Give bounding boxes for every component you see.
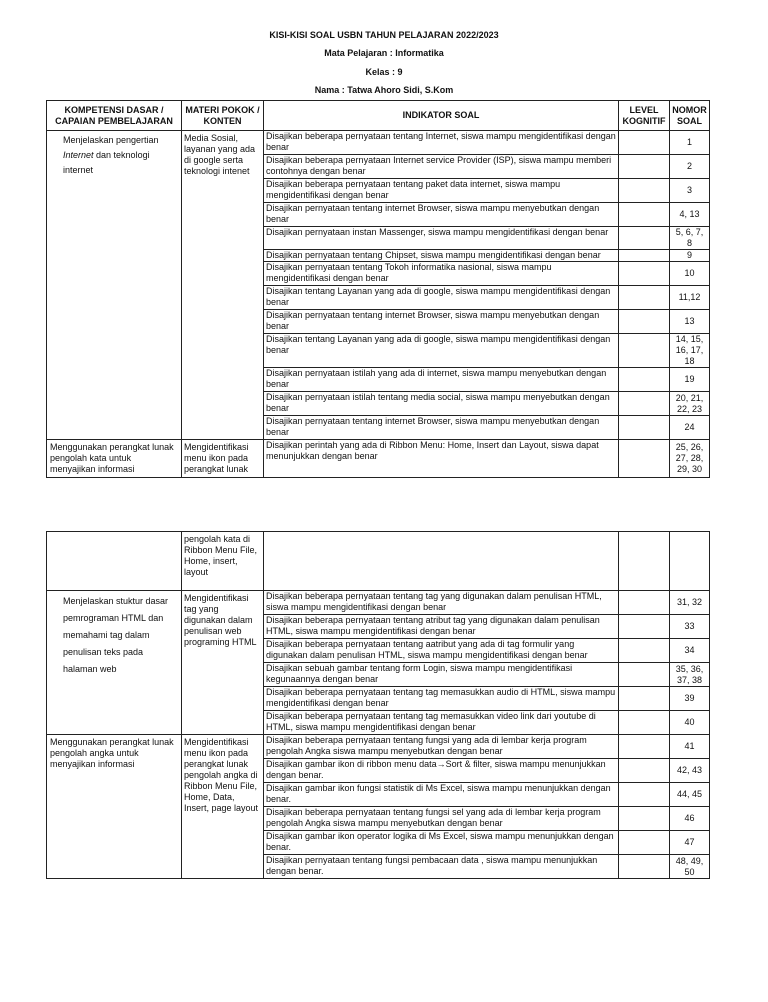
column-header-nomor: NOMOR SOAL [670, 101, 710, 131]
question-number-cell: 13 [670, 310, 710, 334]
competency-text: Menjelaskan pengertian [63, 135, 159, 145]
indicator-cell: Disajikan perintah yang ada di Ribbon Menu: Home, Insert dan Layout, siswa dapat menunjukkan dengan benar [264, 440, 619, 478]
level-cell [619, 663, 670, 687]
level-cell [619, 831, 670, 855]
material-cell: Mengidentifikasi tag yang digunakan dalam penulisan web programing HTML [182, 591, 264, 735]
level-cell [619, 131, 670, 155]
indicator-cell: Disajikan gambar ikon fungsi statistik di Ms Excel, siswa mampu menunjukkan dengan benar. [264, 783, 619, 807]
indicator-cell [264, 532, 619, 591]
indicator-cell: Disajikan pernyataan instan Massenger, siswa mampu mengidentifikasi dengan benar [264, 227, 619, 250]
question-number-cell: 3 [670, 179, 710, 203]
document-title: KISI-KISI SOAL USBN TAHUN PELAJARAN 2022/2023 [269, 30, 499, 40]
competency-text-rest: dan teknologi internet [63, 150, 150, 175]
level-cell [619, 392, 670, 416]
level-cell [619, 179, 670, 203]
material-cell: Media Sosial, layanan yang ada di google serta teknologi intenet [182, 131, 264, 440]
competency-emphasis: Internet [63, 150, 94, 160]
level-cell [619, 735, 670, 759]
competency-cell: Menjelaskan stuktur dasar pemrograman HTML dan memahami tag dalam penulisan teks pada halaman web [47, 591, 182, 735]
indicator-cell: Disajikan beberapa pernyataan tentang tag memasukkan video link dari youtube di HTML, siswa mampu mengidentifikasi dengan benar [264, 711, 619, 735]
question-number-cell: 20, 21, 22, 23 [670, 392, 710, 416]
level-cell [619, 615, 670, 639]
indicator-cell: Disajikan pernyataan tentang internet Browser, siswa mampu menyebutkan dengan benar [264, 416, 619, 440]
question-number-cell: 2 [670, 155, 710, 179]
indicator-cell: Disajikan beberapa pernyataan tentang tag yang digunakan dalam penulisan HTML, siswa mampu mengidentifikasi dengan benar [264, 591, 619, 615]
indicator-cell: Disajikan pernyataan tentang internet Browser, siswa mampu menyebutkan dengan benar [264, 310, 619, 334]
competency-cell: Menggunakan perangkat lunak pengolah angka untuk menyajikan informasi [47, 735, 182, 879]
indicator-cell: Disajikan pernyataan tentang Chipset, siswa mampu mengidentifikasi dengan benar [264, 250, 619, 262]
column-header-indikator: INDIKATOR SOAL [264, 101, 619, 131]
level-cell [619, 334, 670, 368]
column-header-level: LEVEL KOGNITIF [619, 101, 670, 131]
question-number-cell: 35, 36, 37, 38 [670, 663, 710, 687]
level-cell [619, 262, 670, 286]
question-number-cell: 42, 43 [670, 759, 710, 783]
indicator-cell: Disajikan beberapa pernyataan tentang fungsi yang ada di lembar kerja program pengolah Angka siswa mampu menyebutkan dengan benar [264, 735, 619, 759]
exam-grid-table-2 [46, 531, 710, 879]
question-number-cell: 4, 13 [670, 203, 710, 227]
competency-cell: Menggunakan perangkat lunak pengolah kata untuk menyajikan informasi [47, 440, 182, 478]
level-cell [619, 783, 670, 807]
level-cell [619, 807, 670, 831]
level-cell [619, 532, 670, 591]
level-cell [619, 310, 670, 334]
level-cell [619, 203, 670, 227]
question-number-cell [670, 532, 710, 591]
level-cell [619, 250, 670, 262]
indicator-cell: Disajikan beberapa pernyataan tentang fungsi sel yang ada di lembar kerja program pengolah Angka siswa mampu menyebutkan dengan benar [264, 807, 619, 831]
question-number-cell: 47 [670, 831, 710, 855]
level-cell [619, 155, 670, 179]
grade-line: Kelas : 9 [365, 67, 403, 77]
indicator-cell: Disajikan tentang Layanan yang ada di google, siswa mampu mengidentifikasi dengan benar [264, 334, 619, 368]
level-cell [619, 368, 670, 392]
question-number-cell: 44, 45 [670, 783, 710, 807]
question-number-cell: 31, 32 [670, 591, 710, 615]
level-cell [619, 591, 670, 615]
question-number-cell: 19 [670, 368, 710, 392]
table-row [47, 440, 710, 478]
competency-cell [47, 532, 182, 591]
indicator-cell: Disajikan beberapa pernyataan tentang Internet, siswa mampu mengidentifikasi dengan benar [264, 131, 619, 155]
question-number-cell: 41 [670, 735, 710, 759]
author-name-line: Nama : Tatwa Ahoro Sidi, S.Kom [314, 85, 454, 95]
question-number-cell: 34 [670, 639, 710, 663]
indicator-cell: Disajikan pernyataan istilah tentang media social, siswa mampu menyebutkan dengan benar [264, 392, 619, 416]
table-row [47, 591, 710, 615]
competency-cell [47, 131, 182, 440]
level-cell [619, 855, 670, 879]
indicator-cell: Disajikan beberapa pernyataan tentang atribut tag yang digunakan dalam penulisan HTML, siswa mampu mengidentifikasi dengan benar [264, 615, 619, 639]
level-cell [619, 440, 670, 478]
level-cell [619, 286, 670, 310]
question-number-cell: 1 [670, 131, 710, 155]
level-cell [619, 687, 670, 711]
indicator-cell: Disajikan gambar ikon operator logika di Ms Excel, siswa mampu menunjukkan dengan benar. [264, 831, 619, 855]
subject-line: Mata Pelajaran : Informatika [324, 48, 444, 58]
indicator-cell: Disajikan tentang Layanan yang ada di google, siswa mampu mengidentifikasi dengan benar [264, 286, 619, 310]
question-number-cell: 24 [670, 416, 710, 440]
level-cell [619, 416, 670, 440]
column-header-materi: MATERI POKOK / KONTEN [182, 101, 264, 131]
question-number-cell: 5, 6, 7, 8 [670, 227, 710, 250]
table-row [47, 735, 710, 759]
level-cell [619, 711, 670, 735]
level-cell [619, 227, 670, 250]
level-cell [619, 759, 670, 783]
question-number-cell: 39 [670, 687, 710, 711]
question-number-cell: 40 [670, 711, 710, 735]
indicator-cell: Disajikan pernyataan tentang internet Browser, siswa mampu menyebutkan dengan benar [264, 203, 619, 227]
question-number-cell: 25, 26, 27, 28, 29, 30 [670, 440, 710, 478]
indicator-cell: Disajikan beberapa pernyataan Internet service Provider (ISP), siswa mampu memberi contohnya dengan benar [264, 155, 619, 179]
column-header-kd: KOMPETENSI DASAR / CAPAIAN PEMBELAJARAN [47, 101, 182, 131]
question-number-cell: 10 [670, 262, 710, 286]
question-number-cell: 48, 49, 50 [670, 855, 710, 879]
question-number-cell: 33 [670, 615, 710, 639]
indicator-cell: Disajikan beberapa pernyataan tentang aatribut yang ada di tag formulir yang digunakan dalam penulisan HTML, siswa mampu mengidentifikasi dengan benar [264, 639, 619, 663]
material-cell: Mengidentifikasi menu ikon pada perangkat lunak [182, 440, 264, 478]
table-row [47, 532, 710, 591]
question-number-cell: 46 [670, 807, 710, 831]
indicator-cell: Disajikan sebuah gambar tentang form Login, siswa mampu mengidentifikasi kegunaannya dengan benar [264, 663, 619, 687]
exam-grid-table-1 [46, 100, 710, 478]
indicator-cell: Disajikan pernyataan istilah yang ada di internet, siswa mampu menyebutkan dengan benar [264, 368, 619, 392]
indicator-cell: Disajikan beberapa pernyataan tentang tag memasukkan audio di HTML, siswa mampu mengidentifikasi dengan benar [264, 687, 619, 711]
question-number-cell: 14, 15, 16, 17, 18 [670, 334, 710, 368]
question-number-cell: 11,12 [670, 286, 710, 310]
indicator-cell: Disajikan pernyataan tentang fungsi pembacaan data , siswa mampu menunjukkan dengan benar. [264, 855, 619, 879]
indicator-cell: Disajikan gambar ikon di ribbon menu data→Sort & filter, siswa mampu menunjukkan dengan benar. [264, 759, 619, 783]
table-row [47, 131, 710, 155]
indicator-cell: Disajikan pernyataan tentang Tokoh informatika nasional, siswa mampu mengidentifikasi dengan benar [264, 262, 619, 286]
material-cell: pengolah kata di Ribbon Menu File, Home, insert, layout [182, 532, 264, 591]
indicator-cell: Disajikan beberapa pernyataan tentang paket data internet, siswa mampu mengidentifikasi dengan benar [264, 179, 619, 203]
level-cell [619, 639, 670, 663]
material-cell: Mengidentifikasi menu ikon pada perangkat lunak pengolah angka di Ribbon Menu File, Home, Data, Insert, page layout [182, 735, 264, 879]
question-number-cell: 9 [670, 250, 710, 262]
